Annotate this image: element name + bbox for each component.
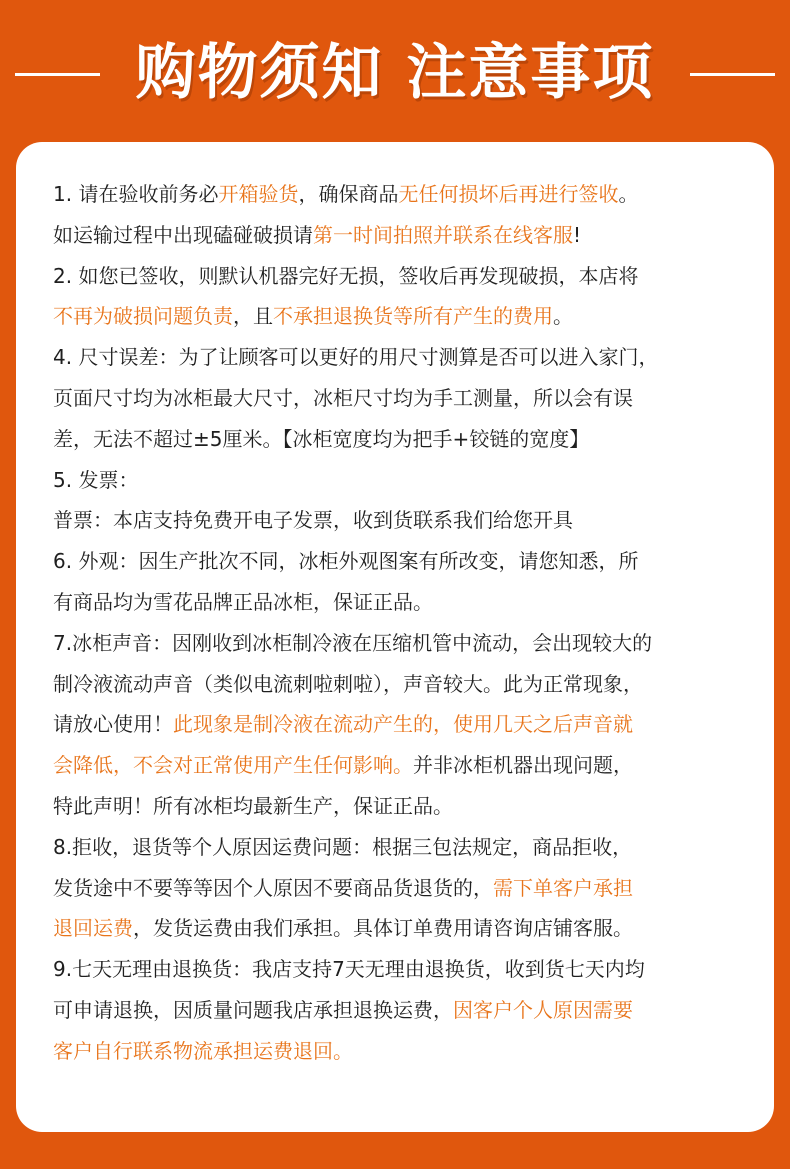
notice-text: 2. 如您已签收，则默认机器完好无损，签收后再发现破损，本店将 — [53, 263, 639, 288]
notice-text: 有商品均为雪花品牌正品冰柜，保证正品。 — [53, 589, 433, 614]
notice-line — [53, 1031, 753, 1072]
notice-line — [53, 541, 753, 582]
notice-text: ，发货运费由我们承担。具体订单费用请咨询店铺客服。 — [133, 916, 633, 941]
notice-text: 4. 尺寸误差：为了让顾客可以更好的用尺寸测算是否可以进入家门， — [53, 345, 659, 370]
notice-highlight-text: 会降低，不会对正常使用产生任何影响。 — [53, 753, 413, 778]
notice-line — [53, 500, 753, 541]
notice-line — [53, 745, 753, 786]
notice-line — [53, 296, 753, 337]
notice-highlight-text: 开箱验货 — [218, 182, 299, 206]
notice-text: ，且 — [233, 304, 273, 329]
notice-line — [53, 174, 753, 215]
notice-text: 。 — [618, 182, 639, 206]
notice-text: 9.七天无理由退换货：我店支持7天无理由退换货，收到货七天内均 — [53, 957, 645, 982]
notice-highlight-text: 无任何损坏后再进行签收 — [398, 182, 619, 206]
notice-line — [53, 664, 753, 705]
notice-highlight-text: 此现象是制冷液在流动产生的，使用几天之后声音就 — [173, 712, 633, 737]
page-title: 购物须知 注意事项 — [135, 38, 655, 108]
notice-highlight-text: 不承担退换货等所有产生的费用 — [273, 304, 553, 329]
notice-line — [53, 215, 753, 256]
notice-text: 差，无法不超过±5厘米。【冰柜宽度均为把手+铰链的宽度】 — [53, 426, 590, 451]
notice-text: 6. 外观：因生产批次不同，冰柜外观图案有所改变，请您知悉，所 — [53, 549, 639, 574]
notice-text: ，确保商品 — [298, 182, 399, 206]
header-banner — [0, 0, 790, 150]
notice-highlight-text: 退回运费 — [53, 916, 133, 941]
notice-line — [53, 460, 753, 501]
notice-highlight-text: 不再为破损问题负责 — [53, 304, 233, 329]
notice-highlight-text: 因客户个人原因需要 — [453, 997, 633, 1022]
notice-line — [53, 582, 753, 623]
notice-text: 5. 发票： — [53, 467, 139, 492]
notice-line — [53, 623, 753, 664]
notice-highlight-text: 客户自行联系物流承担运费退回。 — [53, 1038, 353, 1063]
notice-text: 。 — [553, 304, 573, 329]
notice-line — [53, 786, 753, 827]
notice-text: 并非冰柜机器出现问题， — [413, 753, 633, 778]
header-decor-line-right — [690, 73, 775, 76]
notice-text: ! — [573, 222, 582, 247]
notice-line — [53, 337, 753, 378]
notice-text: 7.冰柜声音：因刚收到冰柜制冷液在压缩机管中流动，会出现较大的 — [53, 630, 653, 655]
notice-line — [53, 704, 753, 745]
notice-text: 制冷液流动声音（类似电流刺啦刺啦），声音较大。此为正常现象， — [53, 671, 643, 696]
notice-line — [53, 908, 753, 949]
notice-highlight-text: 需下单客户承担 — [493, 875, 633, 900]
notice-content — [53, 174, 753, 1072]
notice-line — [53, 378, 753, 419]
notice-line — [53, 256, 753, 297]
notice-text: 发货途中不要等等因个人原因不要商品货退货的， — [53, 875, 493, 900]
notice-line — [53, 419, 753, 460]
notice-text: 请放心使用！ — [53, 712, 173, 737]
notice-line — [53, 827, 753, 868]
notice-text: 特此声明！所有冰柜均最新生产，保证正品。 — [53, 793, 453, 818]
notice-line — [53, 949, 753, 990]
notice-text: 可申请退换，因质量问题我店承担退换运费， — [53, 997, 453, 1022]
notice-line — [53, 868, 753, 909]
notice-text: 页面尺寸均为冰柜最大尺寸，冰柜尺寸均为手工测量，所以会有误 — [53, 385, 633, 410]
notice-highlight-text: 第一时间拍照并联系在线客服 — [313, 222, 573, 247]
notice-text: 1. 请在验收前务必 — [53, 182, 219, 206]
notice-text: 普票：本店支持免费开电子发票，收到货联系我们给您开具 — [53, 508, 573, 533]
notice-line — [53, 990, 753, 1031]
notice-text: 如运输过程中出现磕碰破损请 — [53, 222, 313, 247]
notice-text: 8.拒收，退货等个人原因运费问题：根据三包法规定，商品拒收， — [53, 834, 633, 859]
